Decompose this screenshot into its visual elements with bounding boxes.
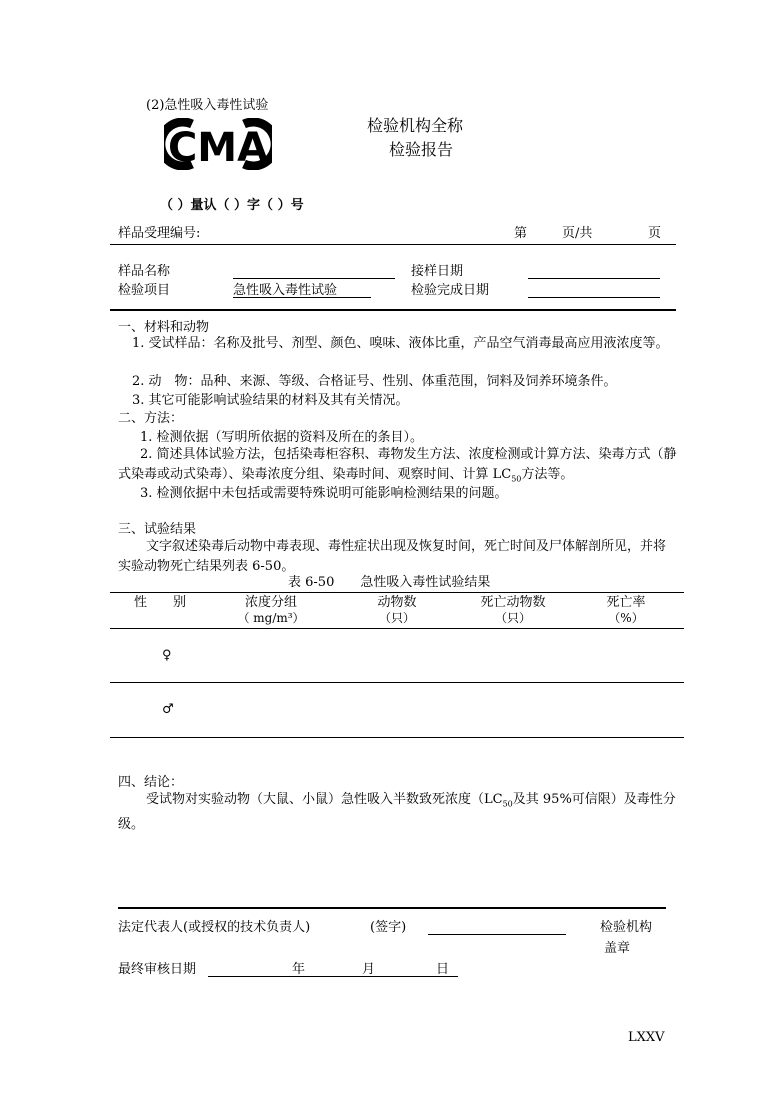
cert-number: （ ）量认（ ）字（ ）号 [160,198,304,213]
table-caption: 表 6-50 急性吸入毒性试验结果 [288,575,491,590]
meta-divider [110,244,676,245]
col-header-sex: 性 别 [133,595,186,610]
final-review-date-field [208,976,458,977]
table-header-border [110,628,684,629]
sample-receipt-label: 样品受理编号: [118,226,201,241]
test-item-label: 检验项目 [118,283,171,298]
col-unit-concentration: （ mg/m³） [237,611,305,625]
section-2-item-1: 1. 检测依据（写明所依据的资料及所在的条目）。 [140,430,424,445]
section-3-text: 文字叙述染毒后动物中毒表现、毒性症状出现及恢复时间，死亡时间及尸体解剖所见，并将实验动物死亡结果列表 6-50。 [118,539,667,574]
signature-label: (签字) [370,920,407,935]
final-review-date-label: 最终审核日期 [118,962,197,977]
org-name: 检验机构全称 [367,116,464,135]
footer-divider [118,907,666,909]
cma-logo [164,118,272,170]
section-1-item-1: 1. 受试样品：名称及批号、剂型、颜色、嗅味、液体比重，产品空气消毒最高应用液浓度等。 [132,336,669,351]
receive-date-field [528,278,660,279]
section-label: (2)急性吸入毒性试验 [146,98,269,113]
col-unit-mortality: （%） [608,611,644,625]
col-header-mortality: 死亡率 [606,595,646,610]
conclusion-text: 受试物对实验动物（大鼠、小鼠）急性吸入半数致死浓度（$LC_{50}$及其 95%可信限）及毒性分级。 [118,792,676,832]
day-label: 日 [436,962,450,977]
report-title: 检验报告 [389,140,454,159]
year-label: 年 [292,962,306,977]
sample-name-label: 样品名称 [118,264,171,279]
sample-name-field [233,278,395,279]
test-item-underline [233,297,371,298]
month-label: 月 [362,962,376,977]
receive-date-label: 接样日期 [411,264,464,279]
section-1-item-2: 2. 动 物：品种、来源、等级、合格证号、性别、体重范围，饲料及饲养环境条件。 [132,374,617,389]
complete-date-field [528,297,660,298]
section-2-item-2: 2. 简述具体试验方法，包括染毒柜容积、毒物发生方法、浓度检测或计算方法、染毒方式（静式染毒或动式染毒）、染毒浓度分组、染毒时间、观察时间、计算 $LC_{50}$方法等。 [118,447,677,484]
institution-label: 检验机构 [600,920,653,935]
table-top-border [110,592,684,593]
row-sex-male: ♂ [162,702,174,717]
page-number: LXXV [628,1030,665,1045]
section-2-title: 二、方法： [118,411,184,426]
col-header-dead: 死亡动物数 [480,595,546,610]
seal-label: 盖章 [604,941,631,956]
info-divider [110,309,676,311]
section-2-item-3: 3. 检测依据中未包括或需要特殊说明可能影响检测结果的问题。 [140,486,508,501]
row-sex-female: ♀ [162,648,172,663]
section-1-title: 一、材料和动物 [118,320,210,335]
table-bottom-border [110,737,684,738]
test-item-value: 急性吸入毒性试验 [233,283,338,298]
page-label-first: 第 [514,226,528,241]
cma-logo-text: CMA [167,125,269,170]
col-header-animals: 动物数 [377,595,417,610]
table-row-divider [110,682,684,683]
complete-date-label: 检验完成日期 [411,283,490,298]
conclusion-title: 四、结论： [118,775,184,790]
col-header-concentration: 浓度分组 [244,595,297,610]
signature-field [428,934,566,935]
page-label-last: 页 [648,226,662,241]
section-1-item-3: 3. 其它可能影响试验结果的材料及其有关情况。 [132,393,409,408]
col-unit-animals: （只） [378,611,415,625]
legal-representative-label: 法定代表人(或授权的技术负责人) [118,920,311,935]
page-label-mid: 页/共 [562,226,593,241]
section-3-title: 三、试验结果 [118,522,197,537]
col-unit-dead: （只） [494,611,531,625]
